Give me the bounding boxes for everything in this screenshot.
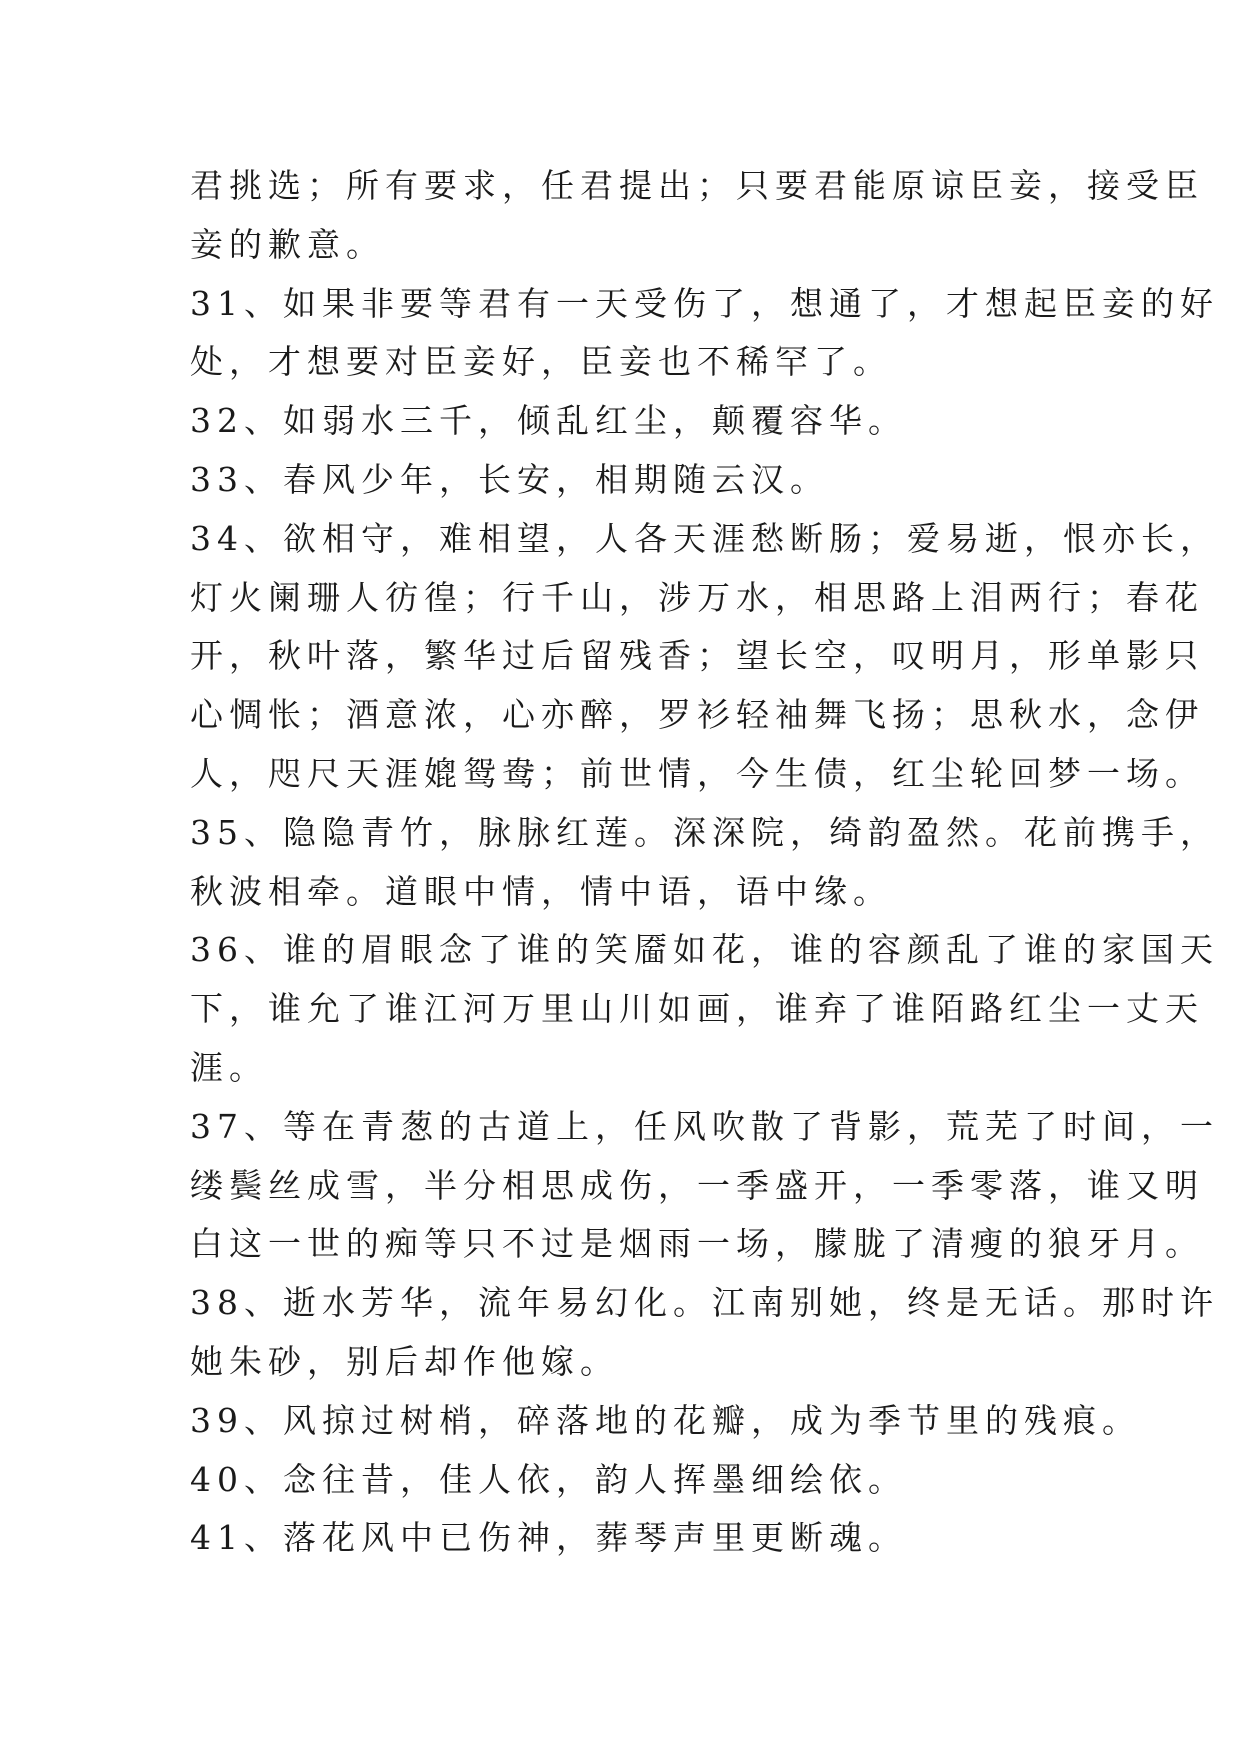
text-line: 35、隐隐青竹，脉脉红莲。深深院，绮韵盈然。花前携手， — [190, 812, 1219, 852]
text-line: 39、风掠过树梢，碎落地的花瓣，成为季节里的残痕。 — [190, 1400, 1141, 1440]
text-line: 34、欲相守，难相望，人各天涯愁断肠；爱易逝，恨亦长， — [190, 518, 1219, 558]
text-line: 32、如弱水三千，倾乱红尘，颠覆容华。 — [190, 401, 907, 441]
text-line: 40、念往昔，佳人依，韵人挥墨细绘依。 — [190, 1459, 907, 1499]
text-line: 37、等在青葱的古道上，任风吹散了背影，荒芜了时间，一 — [190, 1106, 1219, 1146]
text-line: 31、如果非要等君有一天受伤了，想通了，才想起臣妾的好 — [190, 283, 1219, 323]
text-line: 36、谁的眉眼念了谁的笑靥如花，谁的容颜乱了谁的家国天 — [190, 930, 1219, 970]
text-line: 她朱砂，别后却作他嫁。 — [190, 1341, 619, 1381]
text-line: 处，才想要对臣妾好，臣妾也不稀罕了。 — [190, 342, 892, 382]
text-line: 妾的歉意。 — [190, 224, 385, 264]
text-line: 白这一世的痴等只不过是烟雨一场，朦胧了清瘦的狼牙月。 — [190, 1224, 1204, 1264]
text-line: 开，秋叶落，繁华过后留残香；望长空，叹明月，形单影只 — [190, 636, 1204, 676]
text-line: 灯火阑珊人彷徨；行千山，涉万水，相思路上泪两行；春花 — [190, 577, 1204, 617]
text-line: 缕鬓丝成雪，半分相思成伤，一季盛开，一季零落，谁又明 — [190, 1165, 1204, 1205]
text-line: 38、逝水芳华，流年易幻化。江南别她，终是无话。那时许 — [190, 1283, 1219, 1323]
text-line: 君挑选；所有要求，任君提出；只要君能原谅臣妾，接受臣 — [190, 166, 1204, 205]
text-line: 心惆怅；酒意浓，心亦醉，罗衫轻袖舞飞扬；思秋水，念伊 — [190, 695, 1204, 735]
text-line: 人，咫尺天涯媲鸳鸯；前世情，今生债，红尘轮回梦一场。 — [190, 753, 1204, 793]
text-line: 下，谁允了谁江河万里山川如画，谁弃了谁陌路红尘一丈天 — [190, 989, 1204, 1029]
text-line: 41、落花风中已伤神，葬琴声里更断魂。 — [190, 1518, 907, 1558]
document-body — [190, 157, 1219, 1568]
text-line: 秋波相牵。道眼中情，情中语，语中缘。 — [190, 871, 892, 911]
text-line: 33、春风少年，长安，相期随云汉。 — [190, 459, 829, 499]
text-line: 涯。 — [190, 1047, 268, 1087]
